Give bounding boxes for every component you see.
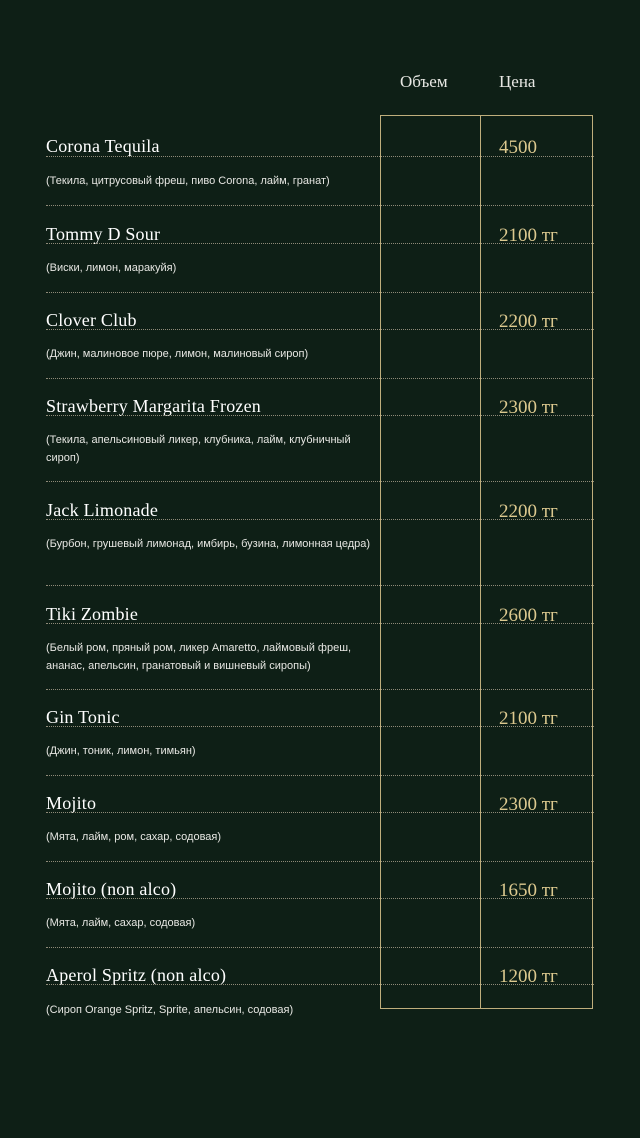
menu-item-description: (Мята, лайм, сахар, содовая) bbox=[46, 917, 196, 929]
column-header-volume: Объем bbox=[400, 72, 448, 91]
item-separator bbox=[46, 861, 594, 862]
price-table-divider bbox=[480, 115, 481, 1009]
name-underline bbox=[46, 726, 594, 727]
menu-item-price: 2200 тг bbox=[499, 311, 558, 332]
name-underline bbox=[46, 519, 594, 520]
column-header-price: Цена bbox=[499, 72, 536, 91]
menu-item-name: Gin Tonic bbox=[46, 707, 120, 727]
name-underline bbox=[46, 243, 594, 244]
menu-item-description: (Виски, лимон, маракуйя) bbox=[46, 262, 177, 274]
name-underline bbox=[46, 984, 594, 985]
menu-item-description: (Текила, апельсиновый ликер, клубника, лайм, клубничный сироп) bbox=[46, 434, 351, 464]
item-separator bbox=[46, 205, 594, 206]
menu-item-price: 2200 тг bbox=[499, 501, 558, 522]
item-separator bbox=[46, 689, 594, 690]
menu-item-price: 2300 тг bbox=[499, 794, 558, 815]
menu-item-description: (Бурбон, грушевый лимонад, имбирь, бузина, лимонная цедра) bbox=[46, 538, 371, 550]
price-table-frame bbox=[380, 115, 593, 1009]
menu-item-name: Clover Club bbox=[46, 310, 137, 330]
menu-item-price: 1200 тг bbox=[499, 966, 558, 987]
menu-item-name: Mojito (non alco) bbox=[46, 879, 177, 899]
menu-item-name: Tommy D Sour bbox=[46, 224, 161, 244]
menu-item-name: Tiki Zombie bbox=[46, 604, 139, 624]
name-underline bbox=[46, 156, 594, 157]
item-separator bbox=[46, 947, 594, 948]
menu-item-name: Mojito bbox=[46, 793, 97, 813]
menu-item-price: 2100 тг bbox=[499, 225, 558, 246]
item-separator bbox=[46, 481, 594, 482]
menu-item-price: 2600 тг bbox=[499, 605, 558, 626]
menu-item-name: Aperol Spritz (non alco) bbox=[46, 965, 227, 985]
name-underline bbox=[46, 898, 594, 899]
menu-item-price: 2300 тг bbox=[499, 397, 558, 418]
menu-item-description: (Джин, тоник, лимон, тимьян) bbox=[46, 745, 196, 757]
menu-item-description: (Текила, цитрусовый фреш, пиво Corona, лайм, гранат) bbox=[46, 175, 330, 187]
name-underline bbox=[46, 623, 594, 624]
menu-item-name: Strawberry Margarita Frozen bbox=[46, 396, 261, 416]
name-underline bbox=[46, 415, 594, 416]
item-separator bbox=[46, 775, 594, 776]
menu-item-description: (Сироп Orange Spritz, Sprite, апельсин, содовая) bbox=[46, 1004, 294, 1016]
menu-item-description: (Белый ром, пряный ром, ликер Amaretto, лаймовый фреш, ананас, апельсин, гранатовый и вишневый сиропы) bbox=[46, 642, 352, 672]
menu-item-price: 4500 bbox=[499, 137, 537, 158]
menu-item-price: 1650 тг bbox=[499, 880, 558, 901]
menu-item-name: Jack Limonade bbox=[46, 500, 159, 520]
menu-item-price: 2100 тг bbox=[499, 708, 558, 729]
menu-item-description: (Джин, малиновое пюре, лимон, малиновый сироп) bbox=[46, 348, 309, 360]
item-separator bbox=[46, 292, 594, 293]
menu-item-name: Corona Tequila bbox=[46, 136, 160, 156]
item-separator bbox=[46, 585, 594, 586]
item-separator bbox=[46, 378, 594, 379]
name-underline bbox=[46, 812, 594, 813]
name-underline bbox=[46, 329, 594, 330]
menu-item-description: (Мята, лайм, ром, сахар, содовая) bbox=[46, 831, 222, 843]
